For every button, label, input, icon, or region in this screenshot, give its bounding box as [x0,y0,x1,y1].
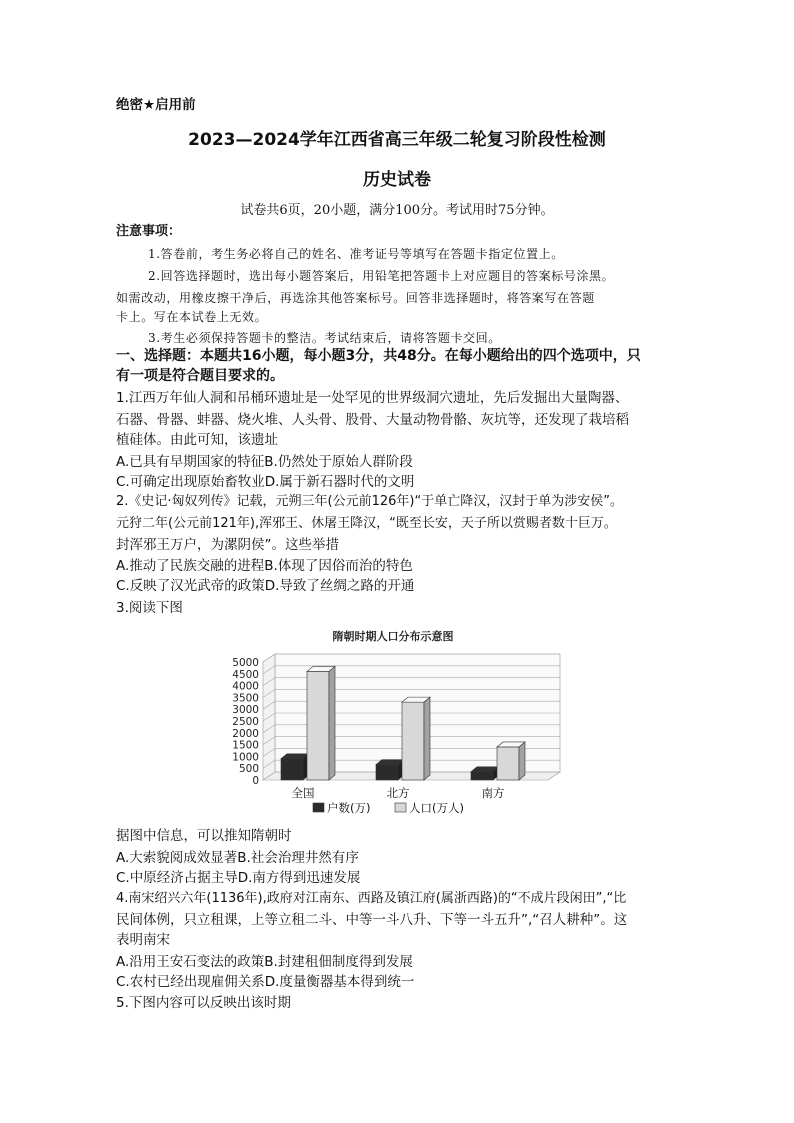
q1-stem-line-2: 石器、骨器、蚌器、烧火堆、人头骨、股骨、大量动物骨骼、灰坑等，还发现了栽培稻 [116,412,629,428]
q2-stem-line-1: 2.《史记·匈奴列传》记载，元朔三年(公元前126年)“于单亡降汉，汉封于单为涉安侯”。 [116,494,623,509]
section-heading-line-1: 一、选择题：本题共16小题，每小题3分，共48分。在每小题给出的四个选项中，只 [116,348,641,364]
chart-y-tick-label: 500 [238,763,259,776]
chart-y-tick-label: 1500 [232,739,259,752]
q3-options-ab: A.大索貌阅成效显著B.社会治理井然有序 [116,850,359,866]
q4-stem-line-2: 民间体例，只立租课，上等立租二斗、中等一斗八升、下等一斗五升”,“召人耕种”。这 [116,912,628,928]
secret-mark: 绝密★启用前 [116,97,196,113]
legend-label: 户数(万) [327,801,371,815]
note-2-line-1: 2.回答选择题时，选出每小题答案后，用铅笔把答题卡上对应题目的答案标号涂黑。 [148,269,615,283]
q2-options-ab: A.推动了民族交融的进程B.体现了因俗而治的特色 [116,558,413,574]
legend-swatch [395,803,406,812]
population-bar-chart [218,622,566,822]
bar-front [376,765,398,780]
note-2-line-2: 如需改动，用橡皮擦干净后，再选涂其他答案标号。回答非选择题时，将答案写在答题 [116,291,595,305]
q3-after-chart: 据图中信息，可以推知隋朝时 [116,828,292,844]
bar-households-1 [376,760,404,780]
q1-options-ab: A.已具有早期国家的特征B.仍然处于原始人群阶段 [116,454,413,470]
exam-info: 试卷共6页，20小题，满分100分。考试用时75分钟。 [240,203,554,218]
q3-options-cd: C.中原经济占据主导D.南方得到迅速发展 [116,870,361,886]
exam-title: 2023—2024学年江西省高三年级二轮复习阶段性检测 [188,130,606,150]
chart-x-label: 北方 [386,786,410,800]
note-1: 1.答卷前，考生务必将自己的姓名、准考证号等填写在答题卡指定位置上。 [148,247,564,261]
q4-stem-line-3: 表明南宋 [116,932,170,948]
bar-front [497,747,519,780]
bar-population-1 [402,697,430,780]
chart-y-tick-label: 4500 [232,668,259,681]
legend-label: 人口(万人) [409,801,464,815]
bar-population-2 [497,742,525,780]
chart-y-tick-label: 3000 [232,704,259,717]
notes-heading: 注意事项： [116,224,182,239]
chart-y-tick-label: 2000 [232,727,259,740]
q4-options-ab: A.沿用王安石变法的政策B.封建租佃制度得到发展 [116,954,413,970]
q2-options-cd: C.反映了汉光武帝的政策D.导致了丝绸之路的开通 [116,578,415,594]
q5-stem: 5.下图内容可以反映出该时期 [116,995,291,1011]
bar-households-2 [471,767,499,780]
chart-y-tick-label: 5000 [232,657,259,669]
q1-stem-line-3: 植硅体。由此可知，该遗址 [116,432,278,448]
q4-options-cd: C.农村已经出现雇佣关系D.度量衡器基本得到统一 [116,974,415,990]
subject-title: 历史试卷 [363,170,431,190]
bar-side [519,742,525,780]
bar-front [471,772,493,780]
chart-y-tick-label: 4000 [232,680,259,693]
legend-swatch [313,803,324,812]
chart-y-tick-label: 0 [252,775,259,787]
bar-front [281,759,303,780]
q2-stem-line-2: 元狩二年(公元前121年),浑邪王、休屠王降汉，“既至长安，天子所以赏赐者数十巨万。 [116,516,617,531]
chart-y-tick-label: 2500 [232,716,259,728]
chart-x-label: 全国 [291,786,315,800]
note-3: 3.考生必须保持答题卡的整洁。考试结束后，请将答题卡交回。 [148,331,501,345]
bar-households-0 [281,754,309,780]
bar-front [307,671,329,780]
q1-stem-line-1: 1.江西万年仙人洞和吊桶环遗址是一处罕见的世界级洞穴遗址，先后发掘出大量陶器、 [116,390,629,406]
chart-y-tick-label: 3500 [232,692,259,705]
q2-stem-line-3: 封浑邪王万户，为漯阴侯”。这些举措 [116,537,339,553]
chart-x-label: 南方 [481,786,505,800]
section-heading-line-2: 有一项是符合题目要求的。 [116,368,284,384]
note-2-line-3: 卡上。写在本试卷上无效。 [116,310,268,324]
bar-population-0 [307,666,335,780]
q4-stem-line-1: 4.南宋绍兴六年(1136年),政府对江南东、西路及镇江府(属浙西路)的“不成片段闲田”,“比 [116,891,627,906]
bar-front [402,702,424,780]
q3-stem: 3.阅读下图 [116,600,183,616]
chart-y-tick-label: 1000 [232,751,259,764]
chart-title: 隋朝时期人口分布示意图 [332,630,454,643]
bar-side [424,697,430,780]
bar-side [329,666,335,780]
q1-options-cd: C.可确定出现原始畜牧业D.属于新石器时代的文明 [116,474,415,490]
